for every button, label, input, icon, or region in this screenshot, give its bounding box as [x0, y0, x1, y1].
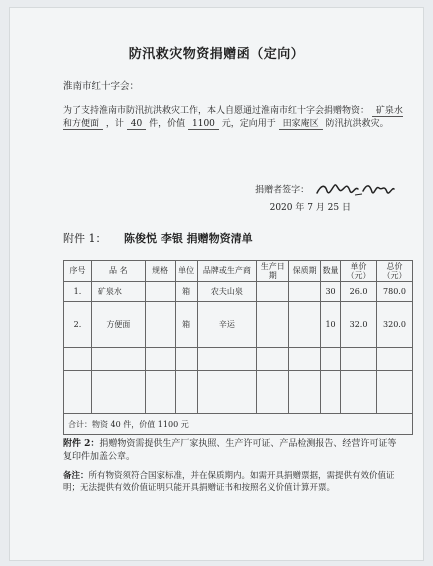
header-cell: 规格 [145, 261, 175, 282]
count-field: 40 [127, 119, 146, 130]
letter-body [63, 105, 403, 131]
signature-label: 捐赠者签字： [255, 185, 310, 196]
cell: 辛运 [197, 302, 257, 348]
cell: 农夫山泉 [197, 282, 257, 302]
cell: 780.0 [376, 282, 412, 302]
signature-line [255, 180, 395, 200]
body-text-2: ，计 [105, 119, 124, 130]
value-field: 1100 [188, 119, 219, 130]
table-row [64, 282, 413, 302]
cell: 箱 [175, 302, 197, 348]
remark-label: 备注： [63, 471, 89, 481]
total-cell: 合计：物资 40 件，价值 1100 元 [64, 414, 413, 435]
table-row [64, 302, 413, 348]
place-field: 田家庵区 [279, 119, 323, 130]
attachment-1-title [63, 230, 253, 246]
body-text-3: 件，价值 [149, 119, 186, 130]
cell [257, 302, 289, 348]
cell: 方便面 [91, 302, 145, 348]
remark-note [63, 470, 403, 495]
cell [289, 302, 321, 348]
cell: 26.0 [341, 282, 377, 302]
items-field: 矿泉水和方便面 [63, 106, 403, 130]
cell: 10 [321, 302, 341, 348]
body-text-4: 元，定向用于 [221, 119, 276, 130]
header-cell: 生产日期 [257, 261, 289, 282]
body-text-1: 为了支持淮南市防汛抗洪救灾工作，本人自愿通过淮南市红十字会捐赠物资： [63, 106, 370, 116]
header-cell: 总价（元） [376, 261, 412, 282]
header-cell: 保质期 [289, 261, 321, 282]
cell [257, 282, 289, 302]
header-cell: 品牌或生产商 [197, 261, 257, 282]
attachment-1-heading: 陈俊悦 李银 捐赠物资清单 [124, 232, 253, 245]
attachment-2-text: 捐赠物资需提供生产厂家执照、生产许可证、产品检测报告、经营许可证等复印件加盖公章。 [63, 439, 397, 463]
cell: 2. [64, 302, 92, 348]
document-title: 防汛救灾物资捐赠函（定向） [128, 47, 305, 62]
header-cell: 数量 [321, 261, 341, 282]
donation-items-table [63, 260, 413, 435]
header-cell: 单位 [175, 261, 197, 282]
body-text-5: 防汛抗洪救灾。 [325, 119, 389, 130]
cell [145, 302, 175, 348]
table-row-empty [64, 348, 413, 371]
document-sheet [10, 8, 423, 560]
cell: 矿泉水 [91, 282, 145, 302]
header-cell: 品 名 [91, 261, 145, 282]
handwritten-signature [315, 180, 395, 200]
header-cell: 单价（元） [341, 261, 377, 282]
attachment-2-note [63, 438, 403, 464]
header-cell: 序号 [64, 261, 92, 282]
cell: 30 [321, 282, 341, 302]
cell: 32.0 [341, 302, 377, 348]
cell: 320.0 [376, 302, 412, 348]
cell: 箱 [175, 282, 197, 302]
cell [145, 282, 175, 302]
cell [289, 282, 321, 302]
attachment-2-label: 附件 2： [63, 439, 100, 449]
attachment-1-label: 附件 1： [63, 232, 107, 245]
cell: 1. [64, 282, 92, 302]
table-row-empty [64, 371, 413, 414]
table-header-row [64, 261, 413, 282]
table-total-row [64, 414, 413, 435]
remark-text: 所有物资须符合国家标准，并在保质期内。如需开具捐赠票据，需提供有效价值证明；无法提供有效价值证明只能开具捐赠证书和按照名义价值计算开票。 [63, 471, 395, 494]
signature-date: 2020 年 7 月 25 日 [269, 203, 351, 213]
salutation: 淮南市红十字会： [63, 81, 140, 92]
